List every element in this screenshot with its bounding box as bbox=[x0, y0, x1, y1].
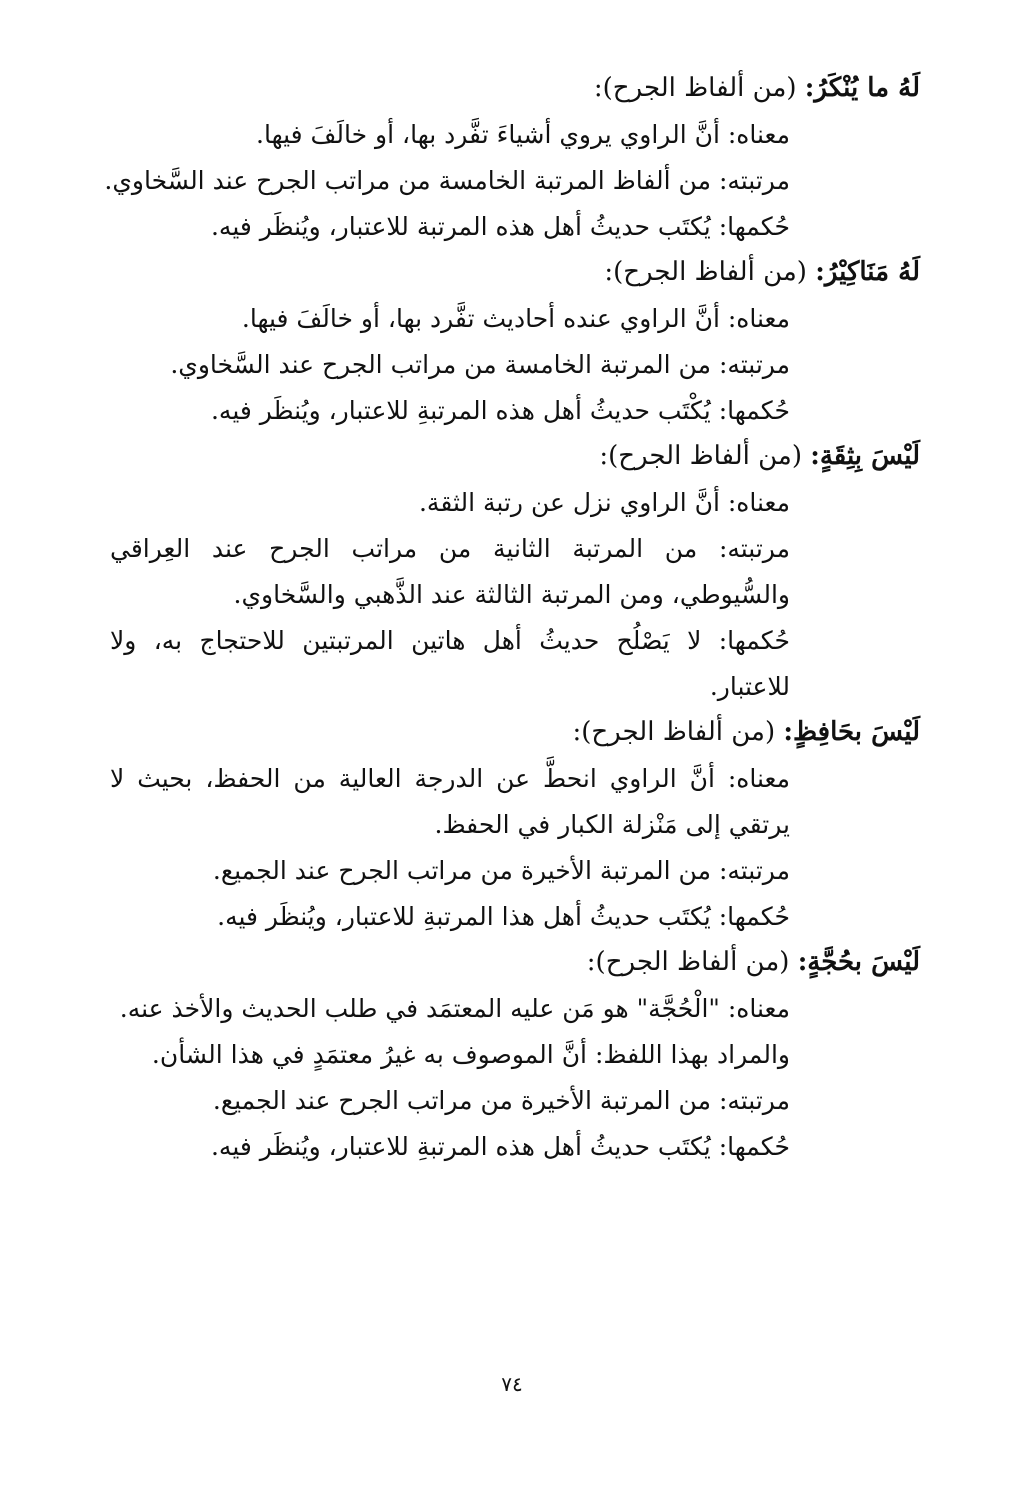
entry-ruling: حُكمها: يُكتَب حديثُ أهل هذه المرتبة للاعتبار، ويُنظَر فيه. bbox=[210, 212, 790, 241]
entry-rank: مرتبته: من ألفاظ المرتبة الخامسة من مراتب الجرح عند السَّخاوي. bbox=[104, 166, 790, 195]
entry-heading bbox=[110, 940, 920, 986]
entry-lahu-ma-yunkar bbox=[104, 66, 920, 250]
entry-laysa-bithiqa bbox=[110, 434, 920, 710]
entry-category: (من ألفاظ الجرح): bbox=[572, 717, 776, 747]
entry-term: لَيْسَ بِثِقَةٍ: bbox=[810, 441, 920, 471]
page-number: ٧٤ bbox=[501, 1372, 523, 1396]
entry-heading bbox=[110, 250, 920, 296]
entry-ruling: حُكمها: يُكتَب حديثُ أهل هذا المرتبةِ للاعتبار، ويُنظَر فيه. bbox=[217, 902, 790, 931]
entry-meaning: معناه: أنَّ الراوي يروي أشياءَ تفَّرد بها، أو خالَفَ فيها. bbox=[256, 120, 790, 149]
entry-category: (من ألفاظ الجرح): bbox=[593, 73, 797, 103]
entry-extra: والمراد بهذا اللفظ: أنَّ الموصوف به غيرُ معتمَدٍ في هذا الشأن. bbox=[151, 1040, 790, 1069]
entry-category: (من ألفاظ الجرح): bbox=[599, 441, 802, 471]
entry-heading bbox=[110, 434, 920, 480]
entry-ruling: حُكمها: يُكتَب حديثُ أهل هذه المرتبةِ للاعتبار، ويُنظَر فيه. bbox=[210, 1132, 790, 1161]
entry-ruling: حُكمها: لا يَصْلُح حديثُ أهل هاتين المرتبتين للاحتجاج به، ولا للاعتبار. bbox=[110, 626, 790, 701]
entry-laysa-bihafiz bbox=[110, 710, 920, 940]
entry-category: (من ألفاظ الجرح): bbox=[586, 947, 790, 977]
entry-meaning: معناه: أنَّ الراوي نزل عن رتبة الثقة. bbox=[418, 488, 790, 517]
entry-ruling: حُكمها: يُكْتَب حديثُ أهل هذه المرتبةِ للاعتبار، ويُنظَر فيه. bbox=[210, 396, 790, 425]
entry-term: لَهُ مَنَاكِيْرُ: bbox=[815, 257, 920, 287]
document-body bbox=[104, 66, 920, 1170]
entry-rank: مرتبته: من المرتبة الثانية من مراتب الجرح عند العِراقي والسُّيوطي، ومن المرتبة الثالثة عند الذَّهبي والسَّخاوي. bbox=[110, 534, 790, 609]
entry-heading bbox=[110, 710, 920, 756]
entry-meaning: معناه: أنَّ الراوي عنده أحاديث تفَّرد بها، أو خالَفَ فيها. bbox=[241, 304, 790, 333]
entry-laysa-bihujja bbox=[110, 940, 920, 1170]
entry-lahu-manakir bbox=[110, 250, 920, 434]
entry-heading bbox=[110, 66, 920, 112]
entry-meaning: معناه: "الْحُجَّة" هو مَن عليه المعتمَد في طلب الحديث والأخذ عنه. bbox=[119, 994, 790, 1023]
entry-term: لَهُ ما يُنْكَرُ: bbox=[804, 73, 920, 103]
entry-term: لَيْسَ بحُجَّةٍ: bbox=[797, 947, 920, 977]
entry-category: (من ألفاظ الجرح): bbox=[604, 257, 807, 287]
entry-rank: مرتبته: من المرتبة الأخيرة من مراتب الجرح عند الجميع. bbox=[212, 1086, 790, 1115]
entry-rank: مرتبته: من المرتبة الأخيرة من مراتب الجرح عند الجميع. bbox=[212, 856, 790, 885]
entry-rank: مرتبته: من المرتبة الخامسة من مراتب الجرح عند السَّخاوي. bbox=[170, 350, 790, 379]
entry-term: لَيْسَ بحَافِظٍ: bbox=[783, 717, 920, 747]
entry-meaning: معناه: أنَّ الراوي انحطَّ عن الدرجة العالية من الحفظ، بحيث لا يرتقي إلى مَنْزلة الكبار في الحفظ. bbox=[110, 764, 790, 839]
